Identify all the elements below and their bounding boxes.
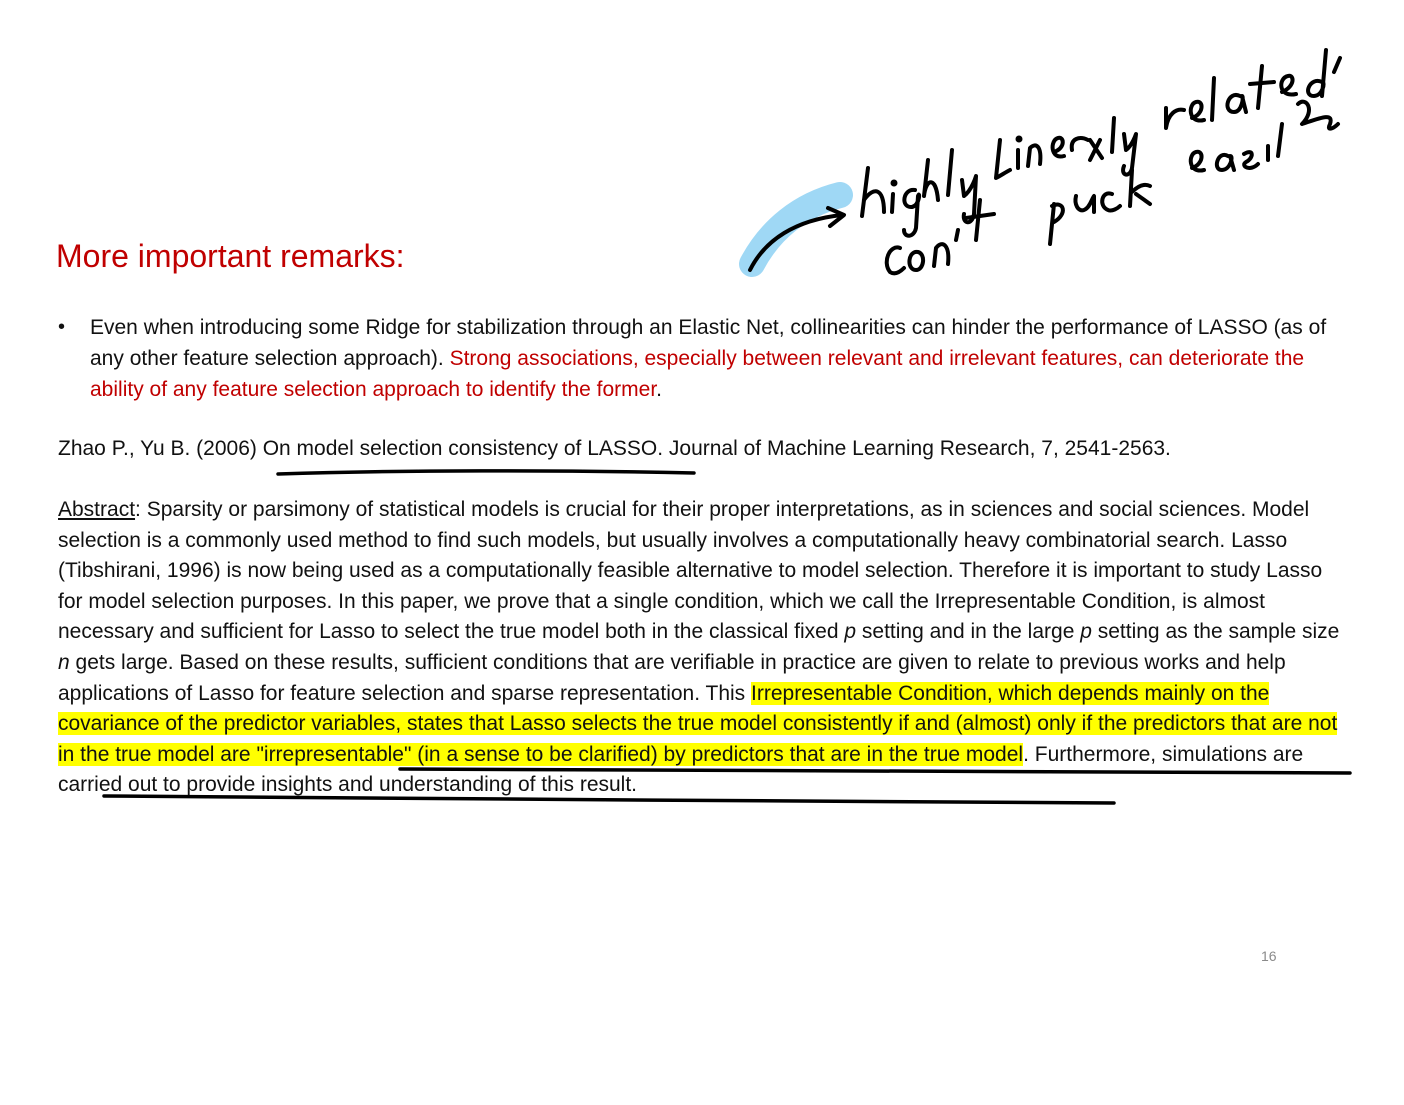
abstract-part2: setting and in the large [856,620,1081,644]
bullet-marker: • [58,316,66,338]
bullet-text [90,312,1338,405]
bullet-text-red: Strong associations, especially between relevant and irrelevant features, can deteriorate the ability of any feature selection approach to identify the former [90,347,1305,401]
abstract-part4: gets large. Based on these results, sufficient conditions that are verifiable in practice are given to relate to previous works and help applications of Lasso for feature selection and sparse representation. This [58,650,1286,705]
handwriting-line2 [887,102,1338,274]
bullet-text-black: Even when introducing some Ridge for stabilization through an Elastic Net, collinearities can hinder the performance of LASSO (as of any other feature selection approach). [90,316,1327,370]
citation-underline [278,471,694,474]
bullet-item [58,312,1338,405]
abstract-p1: p [844,620,857,644]
abstract-highlight: Irrepresentable Condition, which depends mainly on the covariance of the predictor variables, states that Lasso selects the true model consistently if and (almost) only if the predictors that are not in the true model are "irrepresentable" (in a sense to be clarified) by predictors that are in the true model [58,681,1338,766]
arrow-icon [750,208,844,270]
abstract-n: n [58,650,70,674]
bullet-text-end: . [656,378,663,401]
abstract-part1: : Sparsity or parsimony of statistical models is crucial for their proper interpretations, as in sciences and social sciences. Model selection is a commonly used method to find such models, but usually involves a computationally heavy combinatorial search. Lasso (Tibshirani, 1996) is now being used as a computationally feasible alternative to model selection. Therefore it is important to study Lasso for model selection purposes. In this paper, we prove that a single condition, which we call the Irrepresentable Condition, is almost necessary and sufficient for Lasso to select the true model both in the classical fixed [58,498,1323,644]
abstract-part5: . Furthermore, simulations are carried out to provide insights and understanding of this result. [58,742,1304,797]
abstract-paragraph [58,495,1348,801]
handwriting-line1 [862,50,1340,236]
abstract-label: Abstract [58,498,136,521]
abstract-part3: setting as the sample size [1091,620,1340,644]
reference-citation: Zhao P., Yu B. (2006) On model selection consistency of LASSO. Journal of Machine Learning Research, 7, 2541-2563. [58,437,1171,460]
abstract-p2: p [1080,620,1092,644]
arrow-glow [752,195,840,264]
page-number: 16 [1261,948,1277,964]
slide-title: More important remarks: [56,238,405,274]
